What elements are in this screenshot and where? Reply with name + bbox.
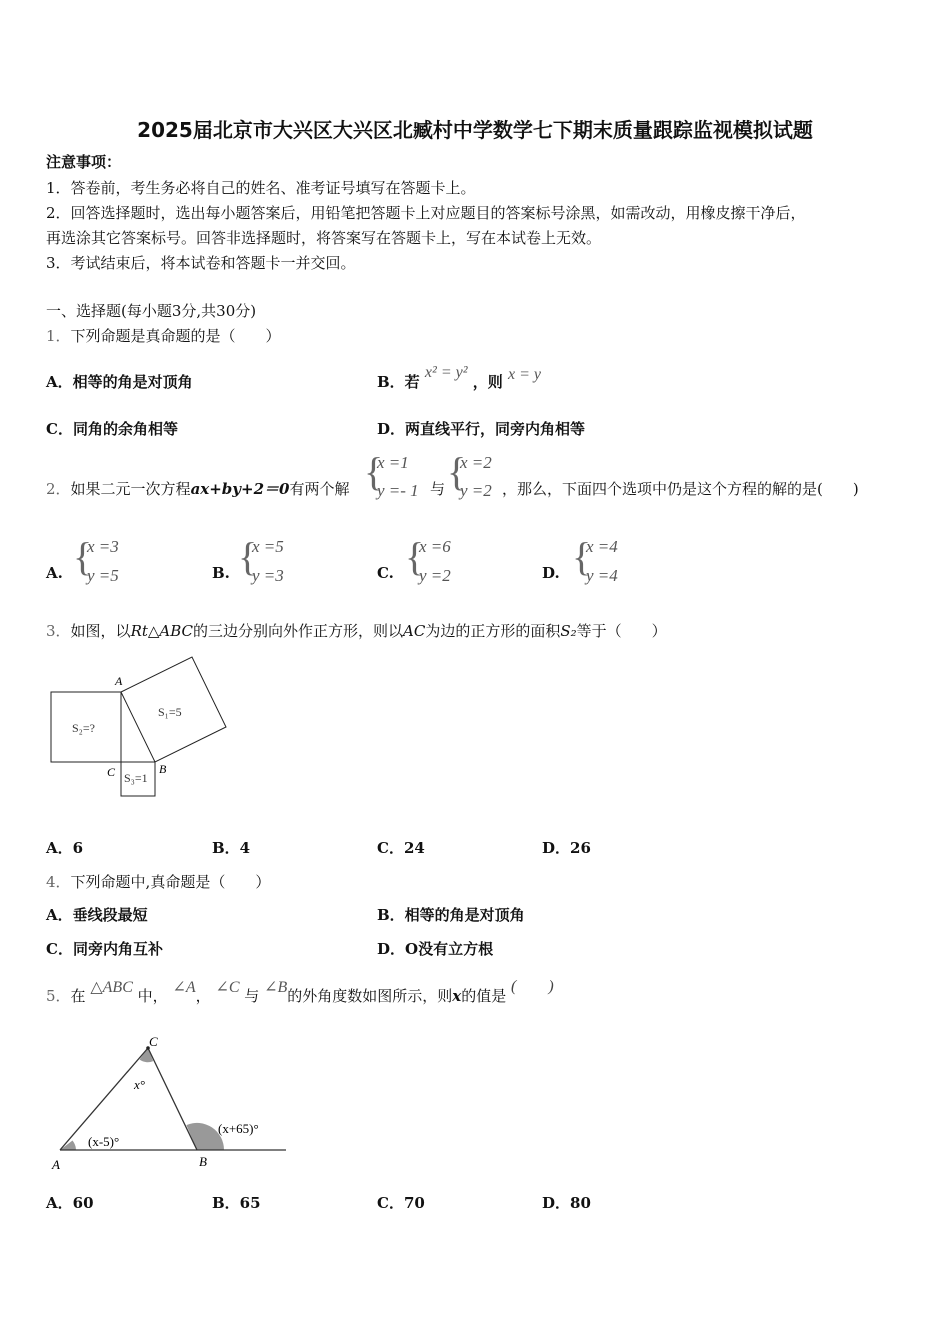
equation: ax+by+2＝0 — [190, 480, 290, 498]
left-brace-icon: { — [447, 449, 467, 494]
system-line: x =5 — [252, 537, 284, 556]
notes-item: 3．考试结束后，将本试卷和答题卡一并交回。 — [46, 254, 356, 272]
question-number: 5． — [46, 987, 71, 1005]
question-text: 的三边分别向外作正方形，则以 — [193, 622, 404, 640]
question-text: 如图，以 — [70, 622, 131, 640]
side-cb — [148, 1048, 197, 1150]
question-text: 在 — [70, 987, 86, 1005]
question-text: ，那么，下面四个选项中仍是这个方程的解的是( ) — [502, 480, 859, 498]
angle-label-a: (x-5)° — [88, 1134, 120, 1149]
angle-label-b: (x+65)° — [218, 1121, 259, 1136]
vertex-label-b: B — [159, 762, 167, 776]
question-4-stem — [46, 872, 270, 892]
angle-label-c: x° — [134, 1077, 145, 1092]
q3-option-b: B．4 — [212, 839, 251, 857]
question-number: 4． — [46, 873, 71, 891]
question-text: 如果二元一次方程 — [70, 480, 191, 498]
q2-option-label: B. — [212, 564, 230, 582]
question-text: ， — [195, 987, 211, 1005]
vertex-label-c: C — [149, 1034, 158, 1049]
vertex-label-c: C — [107, 765, 116, 779]
segment-ac: AC — [403, 622, 426, 640]
triangle-figure — [46, 1030, 296, 1180]
question-text: 等于（ ） — [576, 622, 667, 640]
system-line: y =- 1 — [377, 481, 419, 500]
q3-option-d: D．26 — [542, 839, 591, 857]
q4-option-a: A．垂线段最短 — [46, 906, 148, 924]
left-brace-icon: { — [405, 534, 425, 579]
question-number: 3． — [46, 622, 71, 640]
math-angle-a: ∠A — [172, 979, 196, 996]
left-brace-icon: { — [572, 534, 592, 579]
system-line: x =2 — [460, 453, 492, 472]
q5-option-d: D．80 — [542, 1194, 591, 1212]
question-number: 1． — [46, 327, 71, 345]
question-text: 下列命题中,真命题是（ ） — [70, 873, 271, 891]
vertex-label-b: B — [199, 1154, 207, 1169]
system-line: y =5 — [87, 566, 119, 585]
area-label-s1: S₁=5 — [158, 705, 182, 719]
math-triangle: △ABC — [90, 979, 133, 996]
q1-option-a: A．相等的角是对顶角 — [46, 373, 193, 391]
question-number: 2． — [46, 480, 71, 498]
area-s2: S₂ — [560, 622, 577, 640]
q4-option-d: D．O没有立方根 — [377, 940, 494, 958]
q2-option-label: A. — [46, 564, 63, 582]
q2-option-label: D. — [542, 564, 560, 582]
question-text: 中， — [137, 987, 168, 1005]
conjunction: 与 — [430, 480, 446, 498]
system-line: x =3 — [87, 537, 119, 556]
option-b-mid: ，则 — [472, 373, 503, 391]
triangle-name: Rt△ABC — [130, 622, 194, 640]
option-b-prefix: B．若 — [377, 373, 420, 391]
question-3-stem — [46, 621, 667, 641]
q1-option-c: C．同角的余角相等 — [46, 420, 178, 438]
system-line: y =3 — [252, 566, 284, 585]
question-text: 与 — [244, 987, 260, 1005]
vertex-label-a: A — [115, 674, 123, 688]
q5-option-b: B．65 — [212, 1194, 261, 1212]
notes-item: 1．答卷前，考生务必将自己的姓名、准考证号填写在答题卡上。 — [46, 179, 476, 197]
section-heading: 一、选择题(每小题3分,共30分) — [46, 302, 257, 320]
question-1-stem — [46, 326, 281, 346]
vertex-label-a: A — [52, 1157, 60, 1172]
math-condition: x² = y² — [424, 364, 468, 381]
area-label-s2: S₂=? — [72, 721, 95, 735]
notes-item: 2．回答选择题时，选出每小题答案后，用铅笔把答题卡上对应题目的答案标号涂黑，如需改动，用橡皮擦干净后， — [46, 204, 806, 222]
page-title: 2025届北京市大兴区大兴区北臧村中学数学七下期末质量跟踪监视模拟试题 — [137, 118, 813, 142]
q4-option-c: C．同旁内角互补 — [46, 940, 163, 958]
math-result: x = y — [508, 366, 541, 383]
q4-option-b: B．相等的角是对顶角 — [377, 906, 525, 924]
question-2-stem — [46, 479, 349, 499]
left-brace-icon: { — [73, 534, 93, 579]
variable-x: x — [452, 987, 462, 1005]
question-text: 有两个解 — [289, 480, 350, 498]
question-text: 的外角度数如图所示，则 — [287, 987, 453, 1005]
question-text: 的值是 — [461, 987, 507, 1005]
system-line: y =2 — [419, 566, 451, 585]
system-line: x =1 — [377, 453, 409, 472]
left-brace-icon: { — [238, 534, 258, 579]
area-label-s3: S₃=1 — [124, 771, 148, 785]
notes-item: 再选涂其它答案标号。回答非选择题时，将答案写在答题卡上，写在本试卷上无效。 — [46, 229, 602, 247]
q5-option-a: A．60 — [46, 1194, 94, 1212]
system-line: x =4 — [586, 537, 618, 556]
question-5-stem — [46, 978, 554, 1007]
system-line: x =6 — [419, 537, 451, 556]
system-line: y =4 — [586, 566, 618, 585]
math-angle-c: ∠C — [215, 979, 240, 996]
math-angle-b: ∠B — [264, 979, 288, 996]
left-brace-icon: { — [364, 449, 384, 494]
angle-arc-a — [60, 1141, 76, 1151]
q2-option-label: C. — [377, 564, 394, 582]
question-text: 下列命题是真命题的是（ ） — [70, 327, 281, 345]
q1-option-b — [377, 364, 541, 393]
q5-option-c: C．70 — [377, 1194, 425, 1212]
notes-heading: 注意事项： — [46, 153, 122, 171]
q1-option-d: D．两直线平行，同旁内角相等 — [377, 420, 586, 438]
question-text: 为边的正方形的面积 — [425, 622, 561, 640]
system-line: y =2 — [460, 481, 492, 500]
q3-option-c: C．24 — [377, 839, 425, 857]
q3-option-a: A．6 — [46, 839, 84, 857]
squares-figure — [46, 650, 236, 810]
answer-paren: ( ) — [511, 978, 554, 995]
